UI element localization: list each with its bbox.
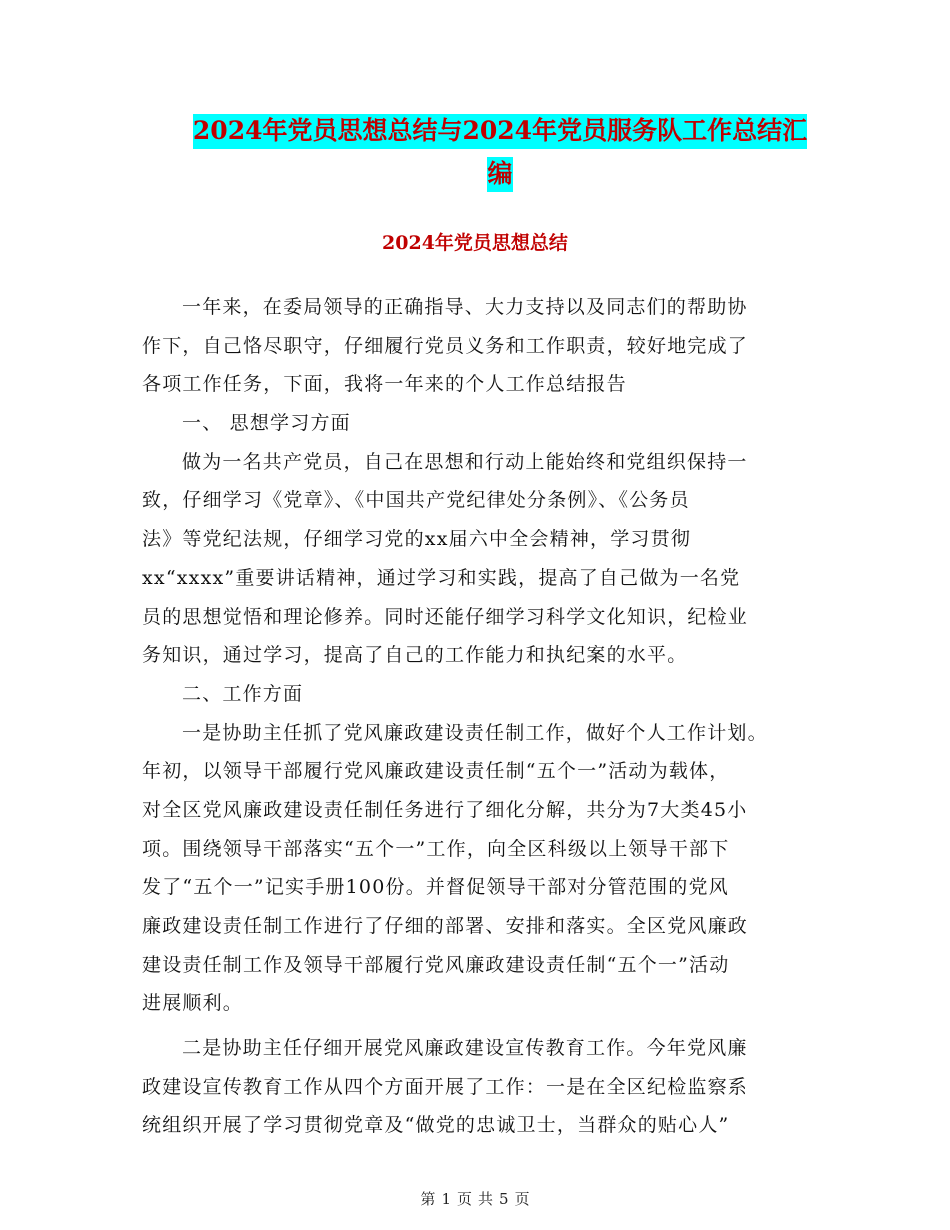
footer-total-suffix: 页: [514, 1190, 530, 1208]
footer-total-pages: 5: [499, 1190, 509, 1208]
body-line: 年初，以领导干部履行党风廉政建设责任制“五个一”活动为载体，: [142, 760, 730, 783]
body-line: 作下，自己恪尽职守，仔细履行党员义务和工作职责，较好地完成了: [142, 334, 749, 357]
body-line: 建设责任制工作及领导干部履行党风廉政建设责任制“五个一”活动: [142, 953, 730, 976]
body-line: 统组织开展了学习贯彻党章及“做党的忠诚卫士，当群众的贴心人”: [142, 1114, 730, 1137]
body-line: 一是协助主任抓了党风廉政建设责任制工作，做好个人工作计划。: [182, 721, 768, 744]
body-line: xx“xxxx”重要讲话精神，通过学习和实践，提高了自己做为一名党: [142, 566, 741, 589]
body-line: 一年来，在委局领导的正确指导、大力支持以及同志们的帮助协: [182, 296, 748, 318]
body-line: 进展顺利。: [142, 992, 244, 1015]
heading-thought-study: 一、 思想学习方面: [182, 412, 351, 435]
footer-total-prefix: 共: [478, 1190, 494, 1208]
body-line: 务知识，通过学习，提高了自己的工作能力和执纪案的水平。: [142, 644, 688, 667]
footer-page-suffix: 页: [456, 1190, 472, 1208]
heading-work: 二、工作方面: [182, 682, 304, 705]
body-line: 发了“五个一”记实手册100份。并督促领导干部对分管范围的党风: [142, 876, 729, 899]
body-line: 二是协助主任仔细开展党风廉政建设宣传教育工作。今年党风廉: [182, 1037, 748, 1060]
body-line: 对全区党风廉政建设责任制任务进行了细化分解，共分为7大类45小: [142, 798, 748, 821]
footer-page-number: 1: [441, 1190, 451, 1208]
body-line: 项。围绕领导干部落实“五个一”工作，向全区科级以上领导干部下: [142, 837, 730, 860]
document-body: [142, 288, 822, 1145]
body-line: 法》等党纪法规，仔细学习党的xx届六中全会精神，学习贯彻: [142, 528, 692, 551]
body-line: 廉政建设责任制工作进行了仔细的部署、安排和落实。全区党风廉政: [142, 915, 749, 937]
body-line: 做为一名共产党员，自己在思想和行动上能始终和党组织保持一: [182, 450, 748, 473]
body-line: 政建设宣传教育工作从四个方面开展了工作：一是在全区纪检监察系: [142, 1075, 749, 1098]
section-title: 2024年党员思想总结: [382, 232, 568, 254]
body-line: 员的思想觉悟和理论修养。同时还能仔细学习科学文化知识，纪检业: [142, 605, 749, 628]
footer-prefix: 第: [420, 1190, 436, 1208]
page-footer: [0, 1188, 950, 1209]
document-title-line-1: 2024年党员思想总结与2024年党员服务队工作总结汇: [100, 118, 900, 143]
body-line: 致，仔细学习《党章》、《中国共产党纪律处分条例》、《公务员: [142, 489, 690, 512]
document-title-line-2: 编: [100, 161, 900, 186]
body-line: 各项工作任务，下面，我将一年来的个人工作总结报告: [142, 373, 627, 396]
